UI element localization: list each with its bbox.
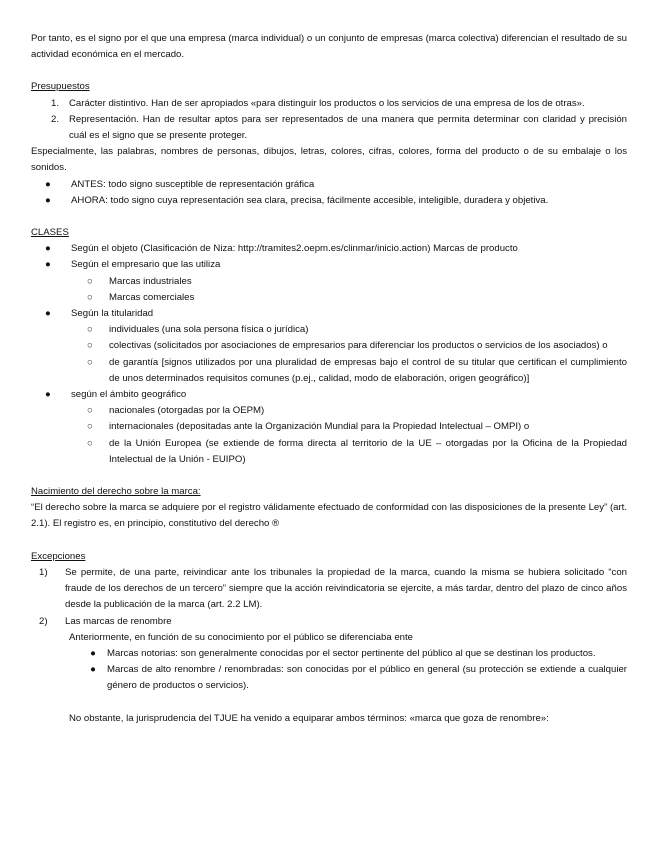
document-page [31,31,627,727]
list-item: ● Marcas de alto renombre / renombradas: son conocidas por el público en general (su protección se extiende a cualquier género de productos o servicios). [31,662,627,694]
nacimiento-paragraph: “El derecho sobre la marca se adquiere por el registro válidamente efectuado de conformidad con las disposiciones de la presente Ley” (art. 2.1). El registro es, en principio, constitutivo del derecho ® [31,502,627,530]
sub-list-item: ○ de garantía [signos utilizados por una pluralidad de empresas bajo el control de su titular que certifican el cumplimiento de unos determinados requisitos comunes (p.ej., calidad, modo de elaboración, origen geográfico)] [31,355,627,387]
intro-paragraph: Por tanto, es el signo por el que una empresa (marca individual) o un conjunto de empresas (marca colectiva) diferencian el resultado de su actividad económica en el mercado. [31,33,627,61]
list-item: ● AHORA: todo signo cuya representación sea clara, precisa, fácilmente accesible, inteligible, duradera y objetiva. [31,193,627,209]
presupuestos-heading: Presupuestos [31,81,90,93]
bullet-icon: ● [45,389,51,401]
sub-list-item: ○ Marcas comerciales [31,290,627,306]
list-item: ● Marcas notorias: son generalmente conocidas por el sector pertinente del público al que se destinan los productos. [31,646,627,662]
list-item: ● Según el empresario que las utiliza [31,257,627,273]
sub-list-item: ○ nacionales (otorgadas por la OEPM) [31,403,627,419]
excepciones-heading: Excepciones [31,550,86,562]
clases-heading: CLASES [31,227,69,239]
list-item: ● Según el objeto (Clasificación de Niza: http://tramites2.oepm.es/clinmar/inicio.action) Marcas de producto [31,241,627,257]
list-item: ● según el ámbito geográfico [31,387,627,403]
circle-bullet-icon: ○ [87,421,93,433]
sub-list-item: ○ internacionales (depositadas ante la Organización Mundial para la Propiedad Intelectual – OMPI) o [31,419,627,435]
excepciones-lead: Anteriormente, en función de su conocimiento por el público se diferenciaba ente [69,631,413,643]
nacimiento-heading: Nacimiento del derecho sobre la marca: [31,486,201,498]
bullet-icon: ● [45,308,51,320]
bullet-icon: ● [45,178,51,190]
circle-bullet-icon: ○ [87,405,93,417]
numbered-item: 1) Se permite, de una parte, reivindicar ante los tribunales la propiedad de la marca, cuando la misma se hubiera solicitado “con fraude de los derechos de un tercero” siempre que la acción reivindicatoria se ejercite, a más tardar, dentro del plazo de cinco años desde la publicación de la marca (art. 2.2 LM). [39,566,627,611]
bullet-icon: ● [45,259,51,271]
sub-list-item: ○ individuales (una sola persona física o jurídica) [31,322,627,338]
circle-bullet-icon: ○ [87,437,93,449]
list-item: ● ANTES: todo signo susceptible de representación gráfica [31,177,627,193]
circle-bullet-icon: ○ [87,275,93,287]
bullet-icon: ● [45,243,51,255]
circle-bullet-icon: ○ [87,324,93,336]
bullet-icon: ● [90,664,96,676]
sub-list-item: ○ de la Unión Europea (se extiende de forma directa al territorio de la UE – otorgadas por la Oficina de la Propiedad Intelectual de la Unión - EUIPO) [31,436,627,468]
numbered-item: 2) Las marcas de renombre [39,615,172,627]
sub-list-item: ○ colectivas (solicitados por asociaciones de empresarios para diferenciar los productos o servicios de los asociados) o [31,338,627,354]
presupuestos-note: Especialmente, las palabras, nombres de personas, dibujos, letras, colores, cifras, colores, forma del producto o de su embalaje o los sonidos. [31,146,627,174]
circle-bullet-icon: ○ [87,340,93,352]
circle-bullet-icon: ○ [87,291,93,303]
bullet-icon: ● [90,647,96,659]
circle-bullet-icon: ○ [87,356,93,368]
closing-paragraph: No obstante, la jurisprudencia del TJUE ha venido a equiparar ambos términos: «marca que goza de renombre»: [69,712,549,724]
numbered-item: 2. Representación. Han de resultar aptos para ser representados de una manera que permita determinar con claridad y precisión cuál es el signo que se presente proteger. [50,113,627,142]
numbered-item: 1. Carácter distintivo. Han de ser apropiados «para distinguir los productos o los servicios de una empresa de los de otras». [50,97,585,109]
sub-list-item: ○ Marcas industriales [31,274,627,290]
bullet-icon: ● [45,194,51,206]
list-item: ● Según la titularidad [31,306,627,322]
